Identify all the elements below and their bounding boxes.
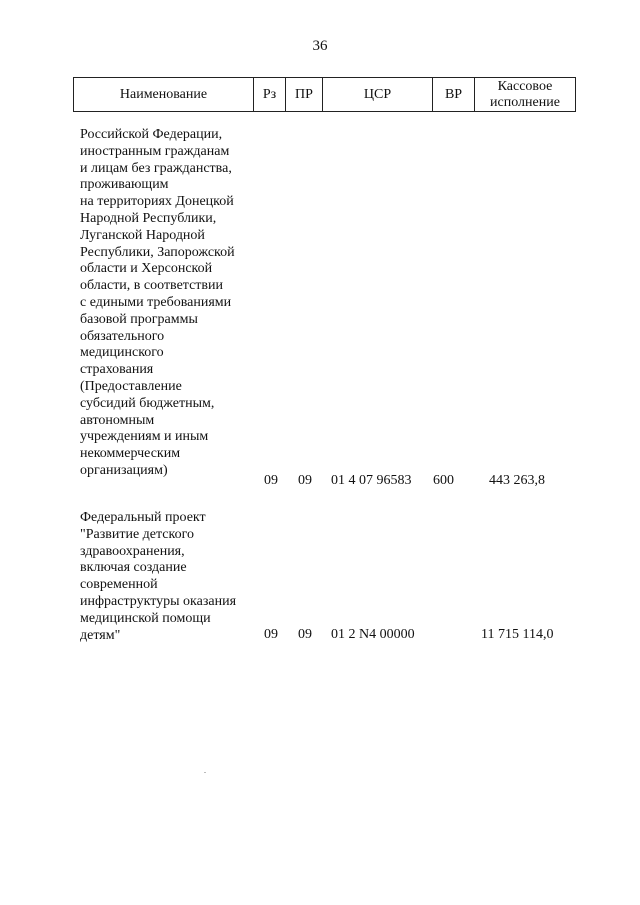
row-name: Российской Федерации, иностранным гражданам и лицам без гражданства, проживающим на территориях Донецкой Народной Республики, Луганской Народной Республики, Запорожской области и Херсонской области, в соответствии с едиными требованиями базовой программы обязательного медицинского страхования (Предоставление субсидий бюджетным, автономным учреждениям и иным некоммерческим организациям) [80, 127, 235, 478]
header-csr: ЦСР [323, 78, 433, 111]
row-pr: 09 [298, 627, 312, 642]
header-rz: Рз [254, 78, 286, 111]
row-name: Федеральный проект "Развитие детского здравоохранения, включая создание современной инфраструктуры оказания медицинской помощи детям" [80, 510, 237, 643]
row-csr: 01 4 07 96583 [331, 473, 412, 488]
row-vr: 600 [433, 473, 454, 488]
scan-mark [204, 772, 206, 773]
row-rz: 09 [264, 627, 278, 642]
row-rz: 09 [264, 473, 278, 488]
table-header [73, 77, 576, 112]
row-pr: 09 [298, 473, 312, 488]
row-csr: 01 2 N4 00000 [331, 627, 415, 642]
header-name: Наименование [74, 78, 254, 111]
header-vr: ВР [433, 78, 475, 111]
row-amount: 11 715 114,0 [481, 627, 554, 642]
header-pr: ПР [286, 78, 323, 111]
row-amount: 443 263,8 [489, 473, 545, 488]
header-kassovoe-ispolnenie: Кассовое исполнение [490, 78, 560, 110]
page-number: 36 [312, 38, 328, 54]
